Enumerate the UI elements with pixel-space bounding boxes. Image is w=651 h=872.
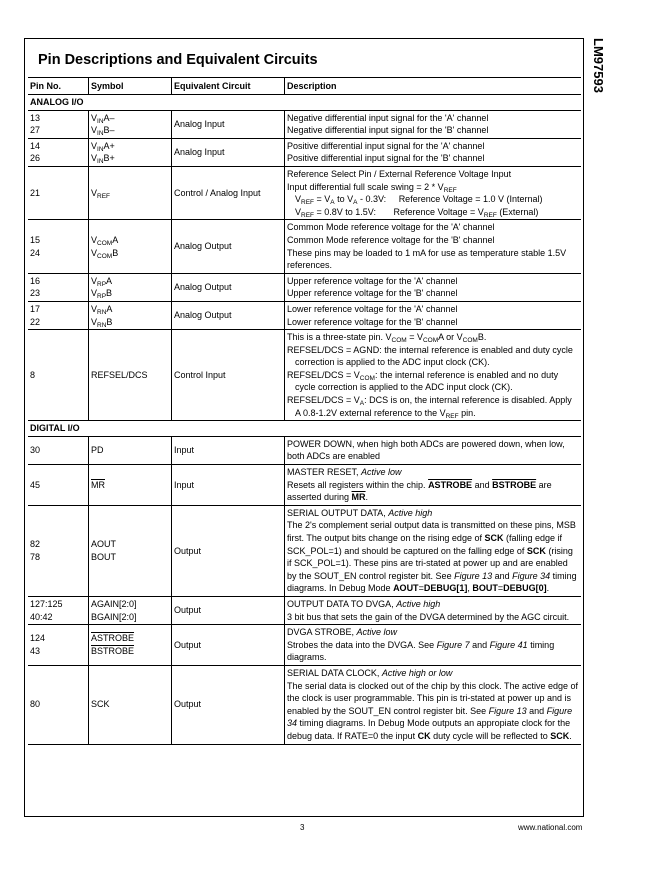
col-description: Description (285, 78, 582, 95)
section-analog: ANALOG I/O (28, 95, 581, 111)
col-pin-no: Pin No. (28, 78, 89, 95)
table-row: 30 PD Input POWER DOWN, when high both ADCs are powered down, when low, both ADCs are enabled (28, 436, 581, 464)
table-row: 80 SCK Output SERIAL DATA CLOCK, Active high or low The serial data is clocked out of the chip by this clock. The active edge of the clock is user programmable. This pin is tri-stated at power up and is enabled by the SOUT_EN control register bit. See Figure 13 and Figure 34 timing diagrams. In Debug Mode outputs an appropiate clock for the debug data. If RATE=0 the input CK duty cycle will be reflected to SCK. (28, 665, 581, 744)
table-row: 124 43 ASTROBE BSTROBE Output DVGA STROBE, Active low Strobes the data into the DVGA. See Figure 7 and Figure 41 timing diagrams. (28, 625, 581, 666)
side-part-number: LM97593 (591, 38, 606, 93)
table-row: 15 24 $V_{COM}A$ $V_{COM}B$ Analog Output Common Mode reference voltage for the 'A' channel Common Mode reference voltage for the 'B' channel These pins may be loaded to 1 mA for use as temperature stable 1.5V references. (28, 220, 581, 273)
table-row: 16 23 $V_{RP}A$ $V_{RP}B$ Analog Output Upper reference voltage for the 'A' channel Upper reference voltage for the 'B' channel (28, 273, 581, 301)
table-header-row (28, 78, 581, 95)
table-row: 13 27 $V_{IN}A-$ $V_{IN}B-$ Analog Input Negative differential input signal for the 'A' channel Negative differential input signal for the 'B' channel (28, 110, 581, 138)
table-row: 45 $\overline{MR}$ Input MASTER RESET, Active low Resets all registers within the chip. ASTROBE and BSTROBE are asserted during $\overline{MR}$. (28, 465, 581, 506)
page-number: 3 (300, 823, 305, 832)
table-row: 21 $V_{REF}$ Control / Analog Input Reference Select Pin / External Reference Voltage Input Input differential full scale swing = $2 * V_{REF}$ $V_{REF} = V_A$ to $V_A - 0.3V$: Reference Voltage = 1.0 V (Internal) $V_{REF} = 0.8V$ to 1.5V: Reference Voltage = $V_{REF}$ (External) (28, 166, 581, 219)
pin-description-table (28, 77, 581, 745)
table-row: 17 22 $V_{RN}A$ $V_{RN}B$ Analog Output Lower reference voltage for the 'A' channel Lower reference voltage for the 'B' channel (28, 301, 581, 329)
col-equivalent-circuit: Equivalent Circuit (172, 78, 285, 95)
section-digital: DIGITAL I/O (28, 421, 581, 437)
page-title: Pin Descriptions and Equivalent Circuits (38, 52, 318, 68)
table-row: 82 78 AOUT BOUT Output SERIAL OUTPUT DATA, Active high The 2's complement serial output data is transmitted on these pins, MSB first. The output bits change on the rising edge of SCK (falling edge if SCK_POL=1) and should be captured on the falling edge of SCK (rising if SCK_POL=1). These pins are tri-stated at power up and are enabled by the SOUT_EN control register bit. See Figure 13 and Figure 34 timing diagrams. In Debug Mode AOUT=DEBUG[1], BOUT=DEBUG[0]. (28, 505, 581, 596)
table-row: 14 26 $V_{IN}A+$ $V_{IN}B+$ Analog Input Positive differential input signal for the 'A' channel Positive differential input signal for the 'B' channel (28, 138, 581, 166)
table-row: 127:125 40:42 AGAIN[2:0] BGAIN[2:0] Output OUTPUT DATA TO DVGA, Active high 3 bit bus that sets the gain of the DVGA determined by the AGC circuit. (28, 596, 581, 624)
footer-url: www.national.com (518, 823, 583, 832)
col-symbol: Symbol (89, 78, 172, 95)
table-row: 8 REFSEL/DCS Control Input This is a three-state pin. $V_{COM} = V_{COM}A$ or $V_{COM}B$. REFSEL/DCS = AGND: the internal reference is enabled and duty cycle correction is applied to the ADC input clock (CK). REFSEL/DCS = $V_{COM}$: the internal reference is enabled and no duty cycle correction is applied to the ADC input clock (CK). REFSEL/DCS = $V_A$: DCS is on, the internal reference is disabled. Apply A 0.8-1.2V external reference to the $V_{REF}$ pin. (28, 330, 581, 421)
